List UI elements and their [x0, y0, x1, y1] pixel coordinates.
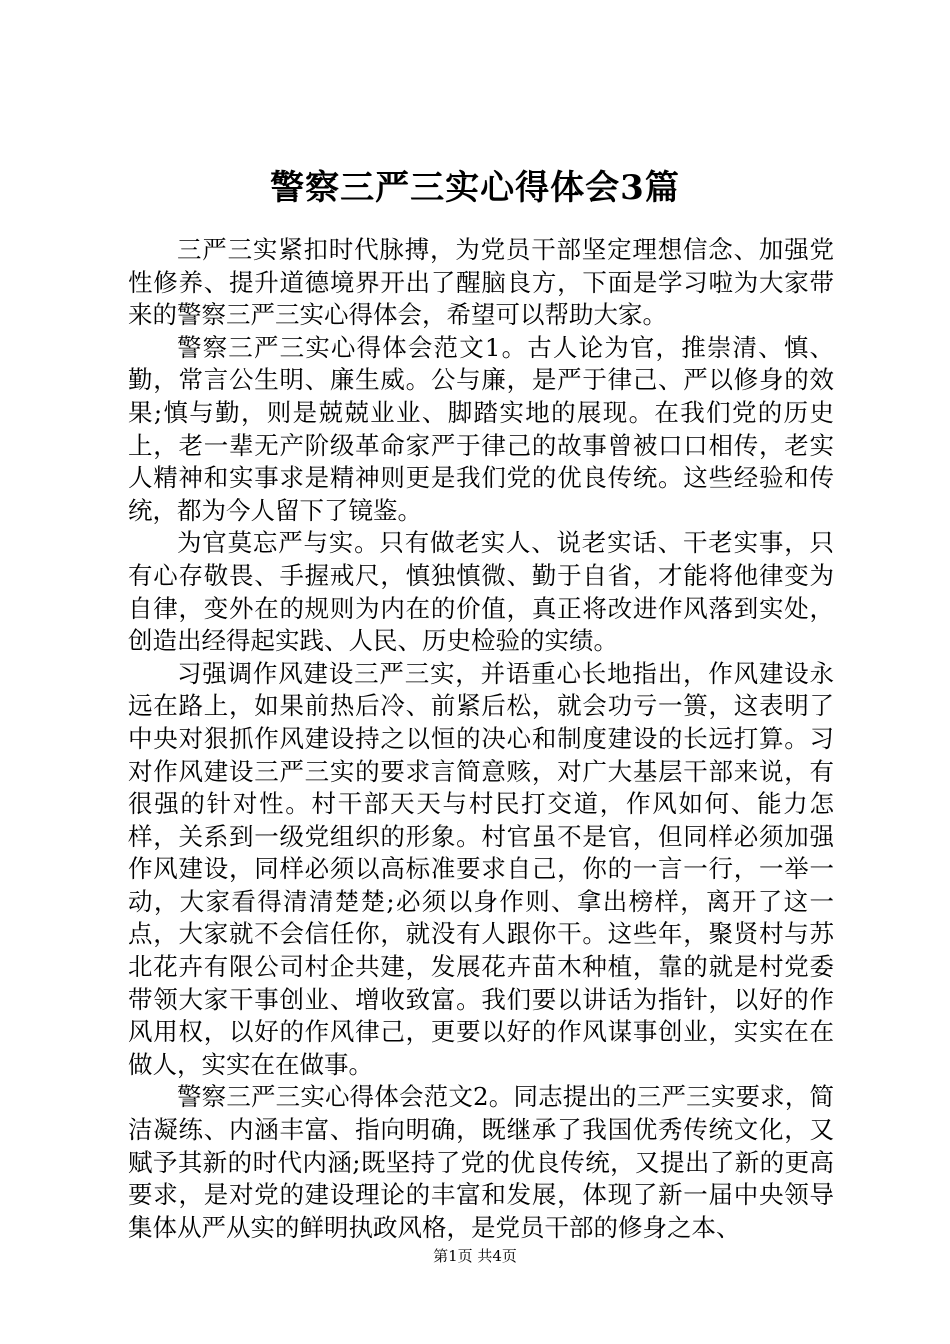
paragraph: 为官莫忘严与实。只有做老实人、说老实话、干老实事，只有心存敬畏、手握戒尺，慎独慎微、勤于自省，才能将他律变为自律，变外在的规则为内在的价值，真正将改进作风落到实处，创造出经得起实践、人民、历史检验的实绩。 [128, 528, 834, 656]
document-body [128, 234, 834, 1244]
paragraph: 三严三实紧扣时代脉搏，为党员干部坚定理想信念、加强党性修养、提升道德境界开出了醒脑良方，下面是学习啦为大家带来的警察三严三实心得体会，希望可以帮助大家。 [128, 235, 834, 330]
page-number-footer: 第1页 共4页 [433, 1247, 517, 1265]
paragraph: 警察三严三实心得体会范文2。同志提出的三严三实要求，简洁凝练、内涵丰富、指向明确，既继承了我国优秀传统文化，又赋予其新的时代内涵;既坚持了党的优良传统，又提出了新的更高要求，是对党的建设理论的丰富和发展，体现了新一届中央领导集体从严从实的鲜明执政风格，是党员干部的修身之本、 [128, 1082, 834, 1242]
paragraph: 习强调作风建设三严三实，并语重心长地指出，作风建设永远在路上，如果前热后冷、前紧后松，就会功亏一篑，这表明了中央对狠抓作风建设持之以恒的决心和制度建设的长远打算。习对作风建设三严三实的要求言简意赅，对广大基层干部来说，有很强的针对性。村干部天天与村民打交道，作风如何、能力怎样，关系到一级党组织的形象。村官虽不是官，但同样必须加强作风建设，同样必须以高标准要求自己，你的一言一行，一举一动，大家看得清清楚楚;必须以身作则、拿出榜样，离开了这一点，大家就不会信任你，就没有人跟你干。这些年，聚贤村与苏北花卉有限公司村企共建，发展花卉苗木种植，靠的就是村党委带领大家干事创业、增收致富。我们要以讲话为指针，以好的作风用权，以好的作风律己，更要以好的作风谋事创业，实实在在做人，实实在在做事。 [128, 658, 834, 1079]
document-title: 警察三严三实心得体会3篇 [270, 168, 680, 208]
paragraph: 警察三严三实心得体会范文1。古人论为官，推崇清、慎、勤，常言公生明、廉生威。公与廉，是严于律己、严以修身的效果;慎与勤，则是兢兢业业、脚踏实地的展现。在我们党的历史上，老一辈无产阶级革命家严于律己的故事曾被口口相传，老实人精神和实事求是精神则更是我们党的优良传统。这些经验和传统，都为今人留下了镜鉴。 [128, 332, 834, 525]
